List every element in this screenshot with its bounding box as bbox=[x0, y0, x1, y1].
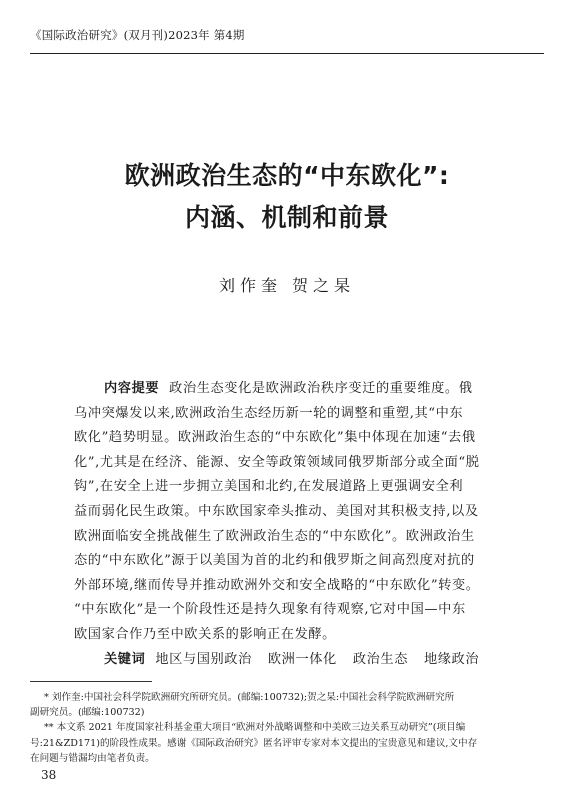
article-title-line-1: 欧洲政治生态的“中东欧化”: bbox=[124, 161, 450, 190]
footnote-line: * 刘作奎:中国社会科学院欧洲研究所研究员。(邮编:100732);贺之杲:中国社会科学院欧洲研究所 bbox=[44, 692, 455, 703]
abstract-line: 欧洲面临安全挑战催生了欧洲政治生态的“中东欧化”。欧洲政治生 bbox=[74, 528, 475, 544]
keyword: 欧洲一体化 bbox=[267, 651, 337, 667]
footnote-line: 号:21&ZD171)的阶段性成果。感谢《国际政治研究》匿名评审专家对本文提出的宝贵意见和建议,文中存 bbox=[30, 737, 478, 749]
abstract-line bbox=[74, 377, 502, 402]
article-title-line-2: 内涵、机制和前景 bbox=[184, 203, 389, 232]
abstract-line: 益而弱化民生政策。中东欧国家牵头推动、美国对其积极支持,以及 bbox=[74, 503, 479, 519]
abstract-line: 态的“中东欧化”源于以美国为首的北约和俄罗斯之间高烈度对抗的 bbox=[74, 553, 475, 569]
footnote-line: 副研究员。(邮编:100732) bbox=[30, 707, 145, 719]
abstract-line: 外部环境,继而传导并推动欧洲外交和安全战略的“中东欧化”转变。 bbox=[74, 577, 480, 593]
abstract-line: 欧化”趋势明显。欧洲政治生态的“中东欧化”集中体现在加速“去俄 bbox=[74, 430, 476, 446]
header-divider bbox=[30, 53, 544, 54]
keywords bbox=[74, 648, 502, 673]
authors: 刘作奎 贺之杲 bbox=[218, 276, 356, 295]
page-number: 38 bbox=[41, 768, 57, 782]
abstract-line: 乌冲突爆发以来,欧洲政治生态经历新一轮的调整和重塑,其“中东 bbox=[74, 405, 464, 421]
keyword: 地区与国别政治 bbox=[155, 651, 252, 667]
journal-header: 《国际政治研究》(双月刊)2023年 第4期 bbox=[30, 28, 245, 42]
abstract-line: 钩”,在安全上进一步拥立美国和北约,在发展道路上更强调安全利 bbox=[74, 479, 464, 495]
footnote-line: 在问题与错漏均由笔者负责。 bbox=[30, 752, 155, 764]
abstract-label: 内容提要 bbox=[104, 381, 160, 396]
abstract-line: 化”,尤其是在经济、能源、安全等政策领域同俄罗斯部分或全面“脱 bbox=[74, 454, 480, 470]
abstract-line: “中东欧化”是一个阶段性还是持久现象有待观察,它对中国—中东 bbox=[74, 602, 466, 618]
footnote-line: ** 本文系 2021 年度国家社科基金重大项目“欧洲对外战略调整和中美欧三边关系互动研究”(项目编 bbox=[44, 722, 466, 734]
abstract-text: 政治生态变化是欧洲政治秩序变迁的重要维度。俄 bbox=[169, 381, 473, 396]
abstract bbox=[74, 377, 502, 672]
keywords-label: 关键词 bbox=[104, 651, 146, 667]
footnote-divider bbox=[30, 681, 152, 682]
footnotes bbox=[30, 690, 546, 766]
abstract-line: 欧国家合作乃至中欧关系的影响正在发酵。 bbox=[74, 626, 336, 642]
keyword: 政治生态 bbox=[352, 651, 408, 667]
keyword: 地缘政治 bbox=[423, 651, 480, 667]
